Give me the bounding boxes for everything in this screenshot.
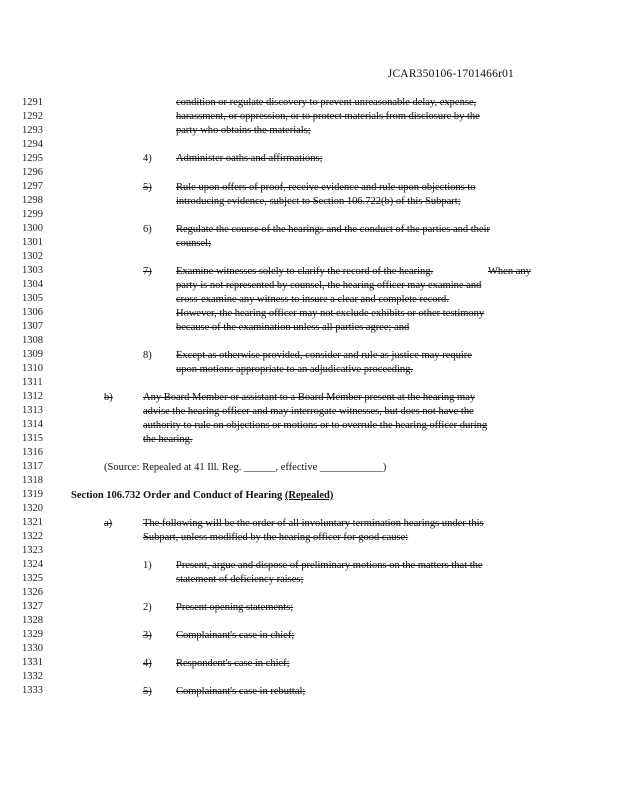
continuation-line-3: party who obtains the materials; [176,125,311,136]
step-2-label: 2) [143,602,152,613]
line-number: 1313 [22,405,43,416]
line-number: 1333 [22,685,43,696]
line-number: 1315 [22,433,43,444]
line-number: 1316 [22,447,43,458]
item-5-line-1: Rule upon offers of proof, receive evidence and rule upon objections to [176,182,476,193]
item-4-label: 4) [143,153,152,164]
item-7-line-5: because of the examination unless all parties agree; and [176,322,410,333]
line-number: 1305 [22,293,43,304]
line-number: 1317 [22,461,43,472]
line-number: 1297 [22,181,43,192]
document-id-header: JCAR350106-1701466r01 [387,68,514,80]
continuation-line-1: condition or regulate discovery to prevent unreasonable delay, expense, [176,97,477,108]
line-number: 1291 [22,97,43,108]
item-6-label: 6) [143,224,152,235]
line-number: 1302 [22,251,43,262]
section-heading [71,489,333,503]
step-1-label: 1) [143,560,152,571]
item-7-line-2: party is not represented by counsel, the hearing officer may examine and [176,280,482,291]
step-4-text: Respondent's case in chief; [176,658,290,669]
item-4-text: Administer oaths and affirmations; [176,153,323,164]
line-number: 1293 [22,125,43,136]
step-5-label: 5) [143,686,152,697]
item-8-line-1: Except as otherwise provided, consider and rule as justice may require [176,350,472,361]
item-7-line-4: However, the hearing officer may not exclude exhibits or other testimony [176,308,485,319]
line-number: 1300 [22,223,43,234]
line-number: 1327 [22,601,43,612]
line-number: 1325 [22,573,43,584]
line-number: 1329 [22,629,43,640]
step-4-label: 4) [143,658,152,669]
subsection-a-line-2: Subpart, unless modified by the hearing officer for good cause: [143,532,409,543]
section-title: Section 106.732 Order and Conduct of Hearing [71,490,283,501]
item-6-line-2: counsel; [176,238,211,249]
item-5-line-2: introducing evidence, subject to Section 106.722(b) of this Subpart; [176,196,461,207]
line-number: 1307 [22,321,43,332]
line-number: 1324 [22,559,43,570]
line-number: 1312 [22,391,43,402]
step-3-text: Complainant's case in chief; [176,630,295,641]
subsection-b-line-4: the hearing. [143,434,193,445]
step-1-line-1: Present, argue and dispose of preliminary motions on the matters that the [176,560,483,571]
line-number: 1298 [22,195,43,206]
line-number: 1323 [22,545,43,556]
line-number: 1301 [22,237,43,248]
line-number: 1306 [22,307,43,318]
subsection-b-line-2: advise the hearing officer and may interrogate witnesses, but does not have the [143,406,474,417]
line-number: 1296 [22,167,43,178]
line-number: 1308 [22,335,43,346]
item-7-label: 7) [143,266,152,277]
continuation-line-2: harassment, or oppression, or to protect materials from disclosure by the [176,111,480,122]
item-8-label: 8) [143,350,152,361]
line-number: 1309 [22,349,43,360]
subsection-a-label: a) [104,518,113,529]
line-number: 1299 [22,209,43,220]
line-number: 1330 [22,643,43,654]
line-number: 1310 [22,363,43,374]
line-number: 1311 [22,377,43,388]
line-number: 1332 [22,671,43,682]
step-1-line-2: statement of deficiency raises; [176,574,304,585]
line-number: 1304 [22,279,43,290]
line-number: 1328 [22,615,43,626]
step-5-text: Complainant's case in rebuttal; [176,686,306,697]
line-number: 1292 [22,111,43,122]
step-2-text: Present opening statements; [176,602,294,613]
line-number: 1326 [22,587,43,598]
line-number: 1303 [22,265,43,276]
line-number: 1320 [22,503,43,514]
subsection-b-line-3: authority to rule on objections or motions or to overrule the hearing officer during [143,420,488,431]
line-number: 1295 [22,153,43,164]
line-number: 1331 [22,657,43,668]
line-number: 1318 [22,475,43,486]
subsection-b-line-1: Any Board Member or assistant to a Board Member present at the hearing may [143,392,476,403]
line-number: 1314 [22,419,43,430]
line-number: 1294 [22,139,43,150]
item-7-line-1b: When any [488,266,531,277]
subsection-a-line-1: The following will be the order of all involuntary termination hearings under this [143,518,484,529]
source-note: (Source: Repealed at 41 Ill. Reg. ______, effective ____________) [104,462,387,473]
item-5-label: 5) [143,182,152,193]
line-number: 1319 [22,489,43,500]
step-3-label: 3) [143,630,152,641]
section-repealed-tag: (Repealed) [284,490,334,501]
line-number: 1321 [22,517,43,528]
item-7-line-3: cross-examine any witness to insure a clear and complete record. [176,294,449,305]
subsection-b-label: b) [104,392,113,403]
line-number: 1322 [22,531,43,542]
item-6-line-1: Regulate the course of the hearings and the conduct of the parties and their [176,224,491,235]
item-8-line-2: upon motions appropriate to an adjudicative proceeding. [176,364,414,375]
item-7-line-1a: Examine witnesses solely to clarify the record of the hearing. [176,266,434,277]
